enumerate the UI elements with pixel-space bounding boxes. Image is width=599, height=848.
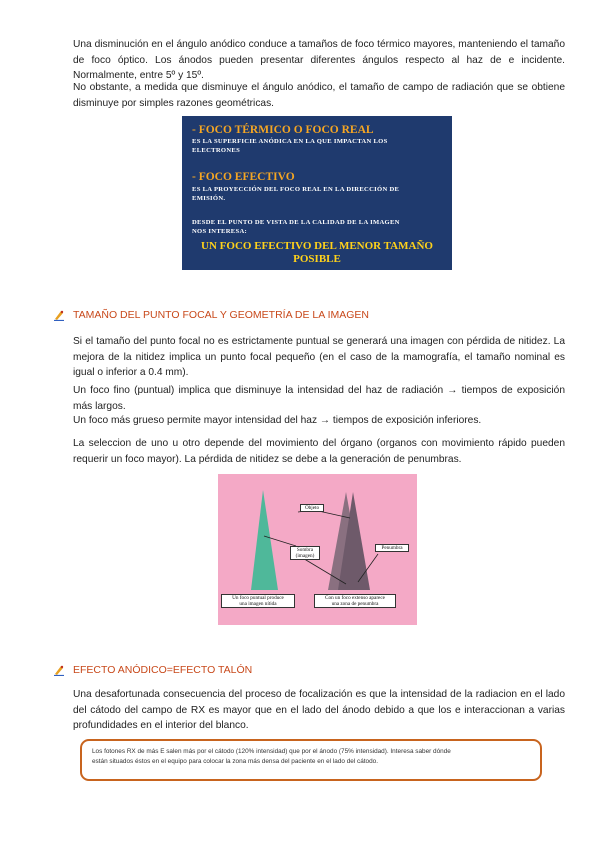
label-objeto-text: Objeto — [304, 505, 320, 511]
section1-paragraph-3: Un foco más grueso permite mayor intensidad del haz → tiempos de exposición inferiores. — [73, 415, 482, 426]
bullet-pen-icon — [53, 309, 65, 321]
section1-paragraph-2: Un foco fino (puntual) implica que disminuye la intensidad del haz de radiación → tiempos de exposición más largos. — [73, 385, 565, 412]
section1-paragraph-4: La seleccion de uno u otro depende del movimiento del órgano (organos con movimiento rápido pueden requerir un foco mayor). La pérdida de nitidez se debe a la generación de penumbras. — [73, 438, 565, 465]
slide-text-2a: ES LA PROYECCIÓN DEL FOCO REAL EN LA DIRECCIÓN DE — [192, 186, 400, 193]
slide-heading-real-focus: - FOCO TÉRMICO O FOCO REAL — [192, 124, 374, 136]
section1-paragraph-1: Si el tamaño del punto focal no es estrictamente puntual se generará una imagen con pérdida de nitidez. La mejora de la nitidez implica un punto focal pequeño (en el caso de la mamografía, el tamaño nominal es igual o inferior a 0.4 mm). — [73, 336, 565, 378]
label-sombra-line2: (imagen) — [295, 553, 315, 559]
slide-text-1a: ES LA SUPERFICIE ANÓDICA EN LA QUE IMPACTAN LOS — [192, 138, 388, 145]
caption-penumbra-line1: Con un foco extenso aparece — [325, 595, 385, 601]
caption-sharp-line2: una imagen nítida — [239, 601, 277, 607]
label-sombra — [290, 546, 320, 560]
slide-text-3a: DESDE EL PUNTO DE VISTA DE LA CALIDAD DE LA IMAGEN — [192, 219, 400, 226]
slide-highlight-1: UN FOCO EFECTIVO DEL MENOR TAMAÑO — [201, 240, 433, 252]
label-penumbra — [375, 544, 409, 552]
caption-penumbra — [314, 594, 396, 608]
section-title: TAMAÑO DEL PUNTO FOCAL Y GEOMETRÍA DE LA IMAGEN — [73, 309, 370, 321]
label-objeto — [300, 504, 324, 512]
focus-slide — [182, 116, 452, 270]
note-line-2: están situados éstos en el equipo para colocar la zona más densa del paciente en el lado del cátodo. — [92, 758, 378, 765]
intro-paragraph-2: No obstante, a medida que disminuye el ángulo anódico, el tamaño de campo de radiación que se obtiene disminuye por simples razones geométricas. — [73, 82, 565, 109]
bullet-pen-icon — [53, 664, 65, 676]
slide-highlight-2: POSIBLE — [293, 253, 341, 265]
caption-penumbra-line2: una zona de penumbra — [331, 601, 379, 607]
callout-note — [80, 739, 542, 781]
caption-sharp-line1: Un foco puntual produce — [232, 595, 284, 601]
slide-text-3b: NOS INTERESA: — [192, 228, 248, 235]
slide-text-2b: EMISIÓN. — [192, 195, 226, 202]
section-title: EFECTO ANÓDICO=EFECTO TALÓN — [73, 664, 253, 676]
slide-heading-effective-focus: - FOCO EFECTIVO — [192, 171, 295, 183]
intro-paragraph-1: Una disminución en el ángulo anódico conduce a tamaños de foco térmico mayores, manteniendo el tamaño de foco óptico. Los ánodos pueden presentar diferentes ángulos respecto al haz de e incidente. Normalmente, entre 5º y 15º. — [73, 39, 565, 81]
caption-sharp — [221, 594, 295, 608]
sharp-image-cone — [251, 490, 278, 590]
penumbra-figure — [218, 474, 417, 625]
slide-text-1b: ELECTRONES — [192, 147, 241, 154]
label-sombra-line1: Sombra — [296, 547, 314, 553]
section2-paragraph-1: Una desafortunada consecuencia del proceso de focalización es que la intensidad de la radiacion en el lado del cátodo del campo de RX es mayor que en el lado del ánodo debido a que los e interaccionan a varias profundidades en el interior del blanco. — [73, 689, 565, 731]
note-line-1: Los fotones RX de más E salen más por el cátodo (120% intensidad) que por el ánodo (75% intensidad). Interesa saber dónde — [92, 748, 451, 755]
label-penumbra-text: Penumbra — [381, 545, 403, 551]
